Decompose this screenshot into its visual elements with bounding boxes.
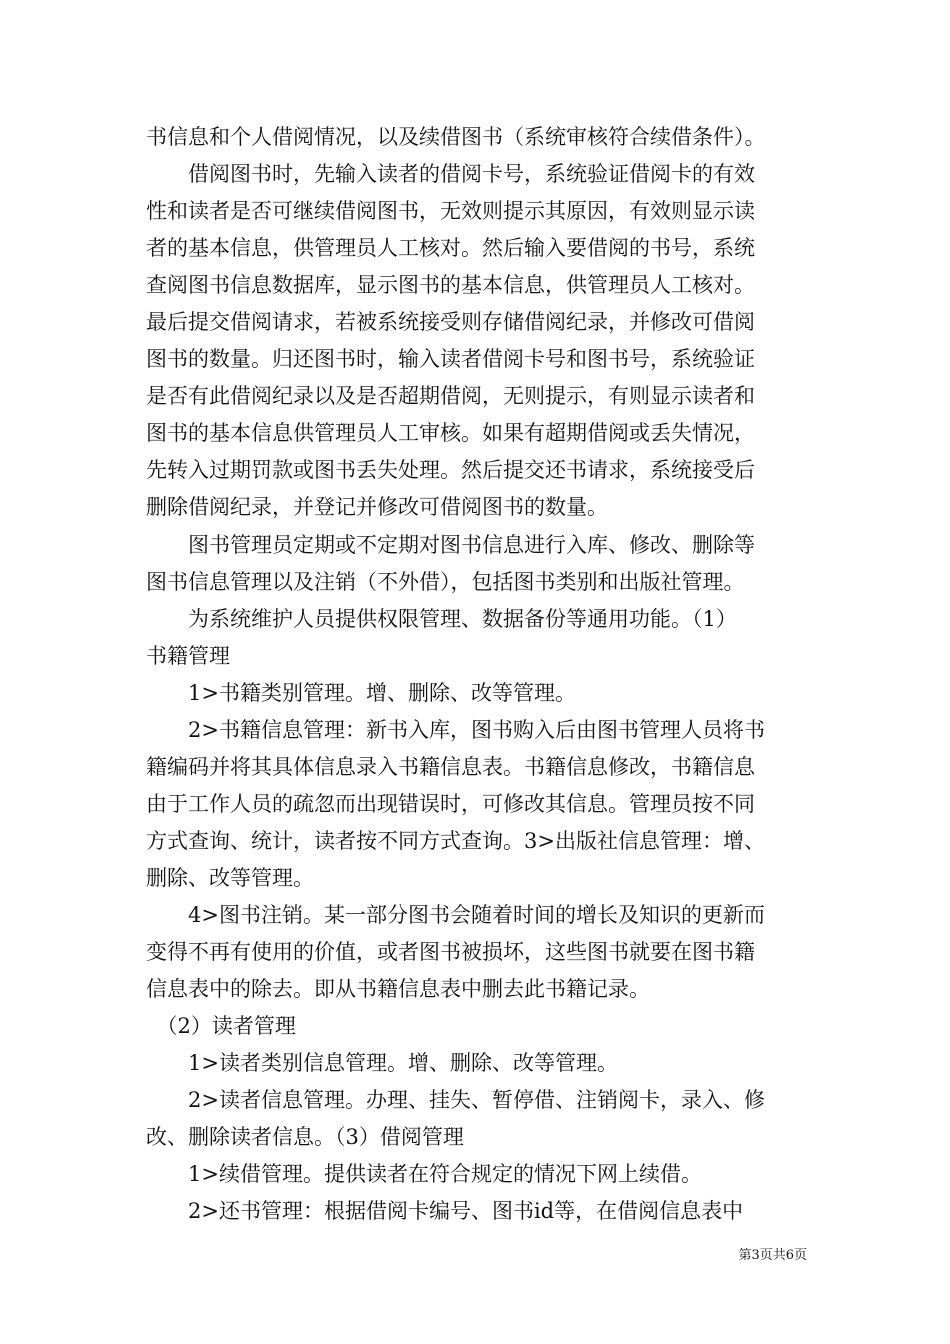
- paragraph-line: 由于工作人员的疏忽而出现错误时，可修改其信息。管理员按不同: [146, 792, 755, 816]
- paragraph-line: 信息表中的除去。即从书籍信息表中删去此书籍记录。: [146, 977, 650, 1001]
- paragraph-line: 删除借阅纪录，并登记并修改可借阅图书的数量。: [146, 495, 608, 519]
- paragraph-line: 借阅图书时，先输入读者的借阅卡号，系统验证借阅卡的有效: [146, 162, 755, 186]
- paragraph-line: 2>还书管理：根据借阅卡编号、图书id等，在借阅信息表中: [146, 1199, 744, 1223]
- paragraph-line: 图书信息管理以及注销（不外借），包括图书类别和出版社管理。: [146, 570, 745, 594]
- paragraph-line: 1>读者类别信息管理。增、删除、改等管理。: [146, 1051, 618, 1075]
- paragraph-line: 性和读者是否可继续借阅图书，无效则提示其原因，有效则显示读: [146, 199, 755, 223]
- paragraph-line: 变得不再有使用的价值，或者图书被损坏，这些图书就要在图书籍: [146, 940, 755, 964]
- section-heading: 书籍管理: [146, 644, 230, 668]
- paragraph-line: 者的基本信息，供管理员人工核对。然后输入要借阅的书号，系统: [146, 236, 755, 260]
- paragraph-line: 改、删除读者信息。（3）借阅管理: [146, 1125, 464, 1149]
- paragraph-line: 4>图书注销。某一部分图书会随着时间的增长及知识的更新而: [146, 903, 765, 927]
- section-heading: （2）读者管理: [146, 1014, 296, 1038]
- paragraph-line: 图书管理员定期或不定期对图书信息进行入库、修改、删除等: [146, 533, 755, 557]
- paragraph-line: 先转入过期罚款或图书丢失处理。然后提交还书请求，系统接受后: [146, 458, 755, 482]
- paragraph-line: 籍编码并将其具体信息录入书籍信息表。书籍信息修改，书籍信息: [146, 755, 755, 779]
- paragraph-line: 1>书籍类别管理。增、删除、改等管理。: [146, 681, 576, 705]
- paragraph-line: 2>书籍信息管理：新书入库，图书购入后由图书管理人员将书: [146, 718, 765, 742]
- paragraph-line: 为系统维护人员提供权限管理、数据备份等通用功能。（1）: [146, 607, 737, 631]
- paragraph-line: 2>读者信息管理。办理、挂失、暂停借、注销阅卡，录入、修: [146, 1088, 765, 1112]
- paragraph-line: 1>续借管理。提供读者在符合规定的情况下网上续借。: [146, 1162, 702, 1186]
- paragraph-line: 删除、改等管理。: [146, 866, 314, 890]
- paragraph-line: 图书的基本信息供管理员人工审核。如果有超期借阅或丢失情况，: [146, 421, 755, 445]
- page-number-footer: 第3页共6页: [738, 1248, 807, 1263]
- paragraph-line: 是否有此借阅纪录以及是否超期借阅，无则提示，有则显示读者和: [146, 384, 755, 408]
- paragraph-line: 图书的数量。归还图书时，输入读者借阅卡号和图书号，系统验证: [146, 347, 755, 371]
- paragraph-line: 方式查询、统计，读者按不同方式查询。3>出版社信息管理：增、: [146, 829, 765, 853]
- paragraph-line: 查阅图书信息数据库，显示图书的基本信息，供管理员人工核对。: [146, 273, 755, 297]
- paragraph-line: 最后提交借阅请求，若被系统接受则存储借阅纪录，并修改可借阅: [146, 310, 755, 334]
- paragraph-line: 书信息和个人借阅情况，以及续借图书（系统审核符合续借条件）。: [146, 125, 766, 149]
